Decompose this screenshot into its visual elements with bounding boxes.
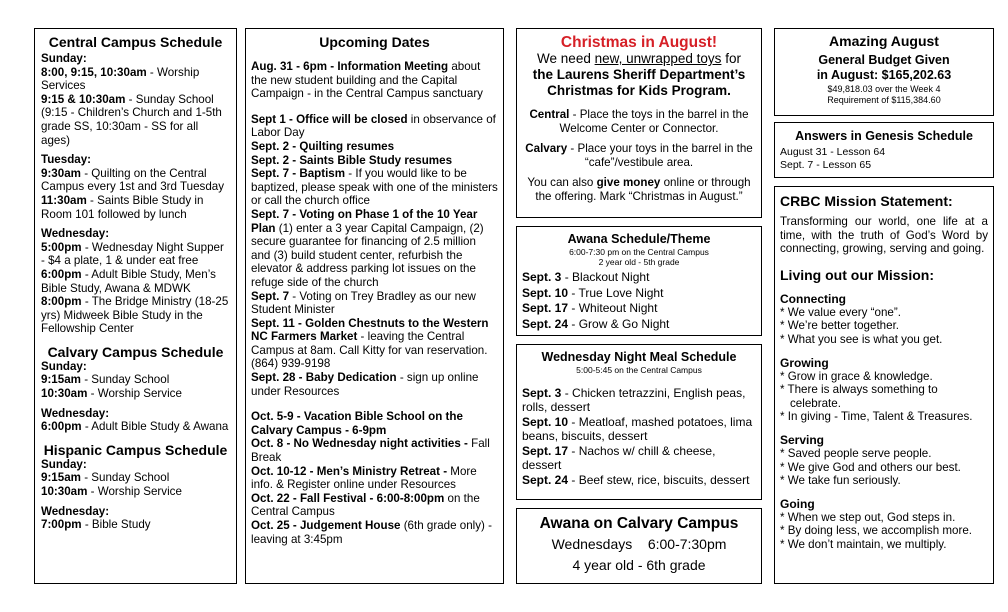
genesis-lesson: August 31 - Lesson 64 [780,146,886,158]
bullet-star-icon: * [780,446,788,460]
mission-group-list [780,447,988,488]
schedule-text: - Worship Services [41,65,200,93]
schedule-line [41,471,230,485]
schedule-text: - Worship Service [87,485,182,499]
bullet-star-icon: * [780,410,788,424]
awana-schedule-location: 6:00-7:30 pm on the Central Campus [569,247,709,257]
schedule-text: - The Bridge Ministry (18-25 yrs) Midweek Bible Study in the Fellowship Center [41,295,229,336]
genesis-schedule-box [774,122,994,178]
awana-date: Sept. 10 [522,285,569,300]
mission-group-list [780,370,988,424]
bullet-star-icon: * [780,474,788,488]
mission-bullet [780,383,988,410]
wednesday-meal-box [516,344,762,500]
schedule-line [41,167,230,194]
mission-groups [780,292,988,552]
awana-calvary-box [516,508,762,584]
christmas-program: the Laurens Sheriff Department’s Christmas for Kids Program. [532,67,746,98]
event-details: More info. & Register online under Resources [251,464,477,492]
mission-bullet [780,461,988,475]
event-details: on the Central Campus [251,491,480,519]
meal-date: Sept. 3 [522,386,562,400]
mission-bullet-text: By doing less, we accomplish more. [787,524,973,538]
schedule-line [41,420,230,434]
schedule-text: - Sunday School [80,471,170,485]
event-date: Sept 1 - Office will be closed [251,112,408,126]
schedule-line [41,66,230,93]
bullet-star-icon: * [780,369,788,383]
meal-menu: - Meatloaf, mashed potatoes, lima beans, biscuits, dessert [522,415,753,443]
schedule-time: 6:00pm [41,267,82,281]
schedule-day: Wednesday: [41,406,110,420]
christmas-intro: We need new, unwrapped toys for [537,51,741,66]
bullet-star-icon: * [780,510,788,524]
mission-bullet [780,447,988,461]
schedule-text: - Quilting on the Central Campus every 1st and 3rd Tuesday [41,166,225,194]
living-mission-title: Living out our Mission: [780,266,934,283]
awana-schedule-grades: 2 year old - 5th grade [598,257,680,267]
hispanic-campus-schedule [41,458,230,532]
schedule-line [41,93,230,147]
schedule-text: - Bible Study [81,518,151,532]
awana-schedule-list [522,270,756,332]
event-date: Oct. 10-12 - Men’s Ministry Retreat - [251,464,451,478]
upcoming-event [251,519,498,546]
schedule-time: 8:00pm [41,295,82,309]
mission-bullet-text: We value every “one”. [787,305,901,319]
mission-title: CRBC Mission Statement: [780,193,953,209]
schedule-line [41,485,230,499]
meal-date: Sept. 17 [522,444,569,458]
event-date: Sept. 2 - Saints Bible Study resumes [251,153,453,167]
upcoming-event [251,465,498,492]
event-date: Sept. 11 - Golden Chestnuts to the Western NC Farmers Market [251,316,489,344]
event-date: Sept. 7 [251,289,290,303]
mission-bullet-text: In giving - Time, Talent & Treasures. [787,410,973,424]
schedule-day: Wednesday: [41,504,110,518]
awana-item [522,286,756,302]
event-details: about the new student building and the Capital Campaign - in the Central Campus sanctuary [251,60,483,101]
event-details: - If you would like to be baptized, please speak with one of the ministers or call the church office [251,167,498,208]
mission-bullet [780,319,988,333]
event-date: Sept. 2 - Quilting resumes [251,139,395,153]
central-campus-schedule [41,52,230,336]
event-details: (6th grade only) - leaving at 3:45pm [251,519,492,546]
wednesday-meal-location: 5:00-5:45 on the Central Campus [576,365,702,375]
schedule-text: - Adult Bible Study, Men’s Bible Study, Awana & MDWK [41,267,216,295]
schedule-line [41,241,230,268]
mission-group-title: Connecting [780,291,846,306]
awana-theme: - Blackout Night [561,270,650,284]
upcoming-event [251,60,498,101]
upcoming-event [251,410,498,437]
event-details: - Voting on Trey Bradley as our new Student Minister [251,289,476,317]
event-details: Fall Break [251,437,490,465]
schedule-line [41,373,230,387]
awana-item [522,270,756,286]
awana-schedule-box [516,226,762,336]
budget-over-note: $49,818.03 over the Week 4 [827,84,941,94]
schedule-time: 9:15am [41,471,81,485]
meal-menu: - Nachos w/ chill & cheese, dessert [522,444,716,472]
mission-bullet [780,333,988,347]
mission-bullet-text: We give God and others our best. [787,460,961,474]
meal-menu: - Chicken tetrazzini, English peas, rolls, dessert [522,386,746,414]
schedule-time: 6:00pm [41,420,82,434]
schedule-time: 9:15am [41,373,81,387]
upcoming-event [251,154,498,168]
budget-given-label: General Budget Given [818,53,950,67]
upcoming-event [251,371,498,398]
event-details: in observance of Labor Day [251,112,496,140]
upcoming-event [251,140,498,154]
schedule-text: - Sunday School [80,373,170,387]
christmas-central-note: Central - Place the toys in the barrel in the Welcome Center or Connector. [529,108,749,135]
schedule-day: Sunday: [41,457,87,471]
awana-date: Sept. 3 [522,270,562,284]
mission-statement-box [774,186,994,584]
event-details: - sign up online under Resources [251,371,479,398]
awana-schedule-title: Awana Schedule/Theme [567,232,711,246]
schedule-line [41,194,230,221]
schedule-line [41,268,230,295]
awana-calvary-grades: 4 year old - 6th grade [572,557,706,573]
awana-theme: - Whiteout Night [568,301,658,315]
schedule-time: 9:15 & 10:30am [41,92,126,106]
amazing-august-box [774,28,994,116]
mission-bullet-text: There is always something to celebrate. [787,383,938,410]
central-campus-title: Central Campus Schedule [48,34,223,50]
mission-bullet-text: We don’t maintain, we multiply. [787,537,947,551]
mission-bullet [780,538,988,552]
bullet-star-icon: * [780,460,788,474]
mission-bullet [780,306,988,320]
awana-item [522,301,756,317]
calvary-campus-title: Calvary Campus Schedule [47,343,224,360]
meal-date: Sept. 10 [522,415,569,429]
meal-item [522,473,756,487]
mission-group-title: Growing [780,355,829,370]
upcoming-event [251,167,498,208]
upcoming-dates-title: Upcoming Dates [319,34,430,50]
christmas-money-note: You can also give money online or through the offering. Mark “Christmas in August.” [527,176,751,203]
mission-bullet-text: Grow in grace & knowledge. [787,369,933,383]
schedule-time: 8:00, 9:15, 10:30am [41,65,147,79]
genesis-schedule-title: Answers in Genesis Schedule [795,129,973,143]
calvary-campus-schedule [41,360,230,434]
schedule-time: 5:00pm [41,240,82,254]
event-details: (1) enter a 3 year Capital Campaign, (2) secure guarantee for financing of 2.5 million and (3) build student center, refurbish the elevator & address parking lot issues on the refuge side of the church [251,221,484,289]
upcoming-event [251,290,498,317]
event-date: Sept. 28 - Baby Dedication [251,371,397,385]
christmas-title: Christmas in August! [560,34,718,51]
amazing-august-title: Amazing August [829,33,939,49]
schedule-line [41,518,230,532]
schedule-text: - Worship Service [87,387,182,401]
upcoming-event [251,208,498,290]
mission-bullet [780,524,988,538]
awana-calvary-title: Awana on Calvary Campus [539,515,739,532]
awana-theme: - True Love Night [568,285,664,300]
bullet-star-icon: * [780,319,788,333]
event-date: Oct. 25 - Judgement House [251,519,401,532]
meal-menu: - Beef stew, rice, biscuits, dessert [568,473,750,487]
schedule-text: - Sunday School (9:15 - Children’s Church and 1-5th grade SS, 10:30am - SS for all ages) [41,92,222,147]
awana-theme: - Grow & Go Night [568,316,670,331]
schedule-time: 10:30am [41,485,88,499]
campus-schedules-box [34,28,237,584]
schedule-day: Wednesday: [41,227,110,241]
bullet-star-icon: * [780,383,788,397]
genesis-lesson: Sept. 7 - Lesson 65 [780,159,872,171]
awana-item [522,317,756,333]
event-date: Oct. 8 - No Wednesday night activities - [251,437,472,451]
mission-group-title: Going [780,496,815,511]
schedule-time: 11:30am [41,193,87,207]
upcoming-dates-box [245,28,504,584]
mission-bullet [780,474,988,488]
schedule-text: - Adult Bible Study & Awana [81,420,229,434]
mission-group-list [780,306,988,347]
event-date: Sept. 7 - Baptism [251,167,346,181]
meal-item [522,415,756,443]
meal-date: Sept. 24 [522,473,569,487]
christmas-in-august-box [516,28,762,218]
hispanic-campus-title: Hispanic Campus Schedule [43,441,228,458]
schedule-day: Sunday: [41,359,87,373]
schedule-time: 9:30am [41,166,81,180]
event-date: Aug. 31 - 6pm - Information Meeting [251,60,449,73]
mission-group-list [780,511,988,552]
mission-group-title: Serving [780,432,825,447]
event-details: - leaving the Central Campus at 8am. Call Kitty for van reservation. (864) 939-9198 [251,330,488,371]
schedule-day: Tuesday: [41,153,92,167]
upcoming-dates-list [251,60,498,546]
budget-given-amount: in August: $165,202.63 [816,67,952,82]
mission-bullet-text: Saved people serve people. [787,446,932,460]
schedule-day: Sunday: [41,52,87,65]
mission-bullet-text: When we step out, God steps in. [787,510,956,524]
upcoming-event [251,437,498,464]
wednesday-meal-title: Wednesday Night Meal Schedule [541,350,737,364]
mission-bullet-text: We take fun seriously. [787,474,901,488]
mission-bullet [780,410,988,424]
upcoming-event [251,492,498,519]
mission-bullet [780,370,988,384]
event-date: Oct. 5-9 - Vacation Bible School on the Calvary Campus - 6-9pm [251,410,463,437]
mission-statement: Transforming our world, one life at a time, with the truth of God’s Word by connecting, growing, serving and going. [780,215,988,256]
awana-calvary-times: Wednesdays 6:00-7:30pm [551,536,727,552]
meal-item [522,386,756,414]
schedule-text: - Wednesday Night Supper - $4 a plate, 1 & under eat free [41,240,224,268]
upcoming-event [251,317,498,371]
awana-date: Sept. 24 [522,316,569,331]
mission-bullet-text: We’re better together. [787,319,900,333]
bullet-star-icon: * [780,524,788,538]
mission-bullet-text: What you see is what you get. [787,332,943,346]
bullet-star-icon: * [780,305,788,319]
schedule-time: 7:00pm [41,518,82,532]
mission-bullet [780,511,988,525]
schedule-text: - Saints Bible Study in Room 101 followed by lunch [41,193,204,221]
event-date: Sept. 7 - Voting on Phase 1 of the 10 Year Plan [251,207,478,235]
upcoming-event [251,113,498,140]
genesis-schedule-list [780,146,988,172]
awana-date: Sept. 17 [522,301,569,315]
event-date: Oct. 22 - Fall Festival - 6:00-8:00pm [251,491,445,505]
bullet-star-icon: * [780,332,788,346]
budget-requirement-note: Requirement of $115,384.60 [827,94,941,105]
christmas-calvary-note: Calvary - Place your toys in the barrel in the “cafe”/vestibule area. [525,142,753,169]
meal-item [522,444,756,472]
schedule-line [41,387,230,401]
schedule-line [41,295,230,336]
schedule-time: 10:30am [41,387,88,401]
bullet-star-icon: * [780,537,788,551]
wednesday-meal-list [522,386,756,487]
